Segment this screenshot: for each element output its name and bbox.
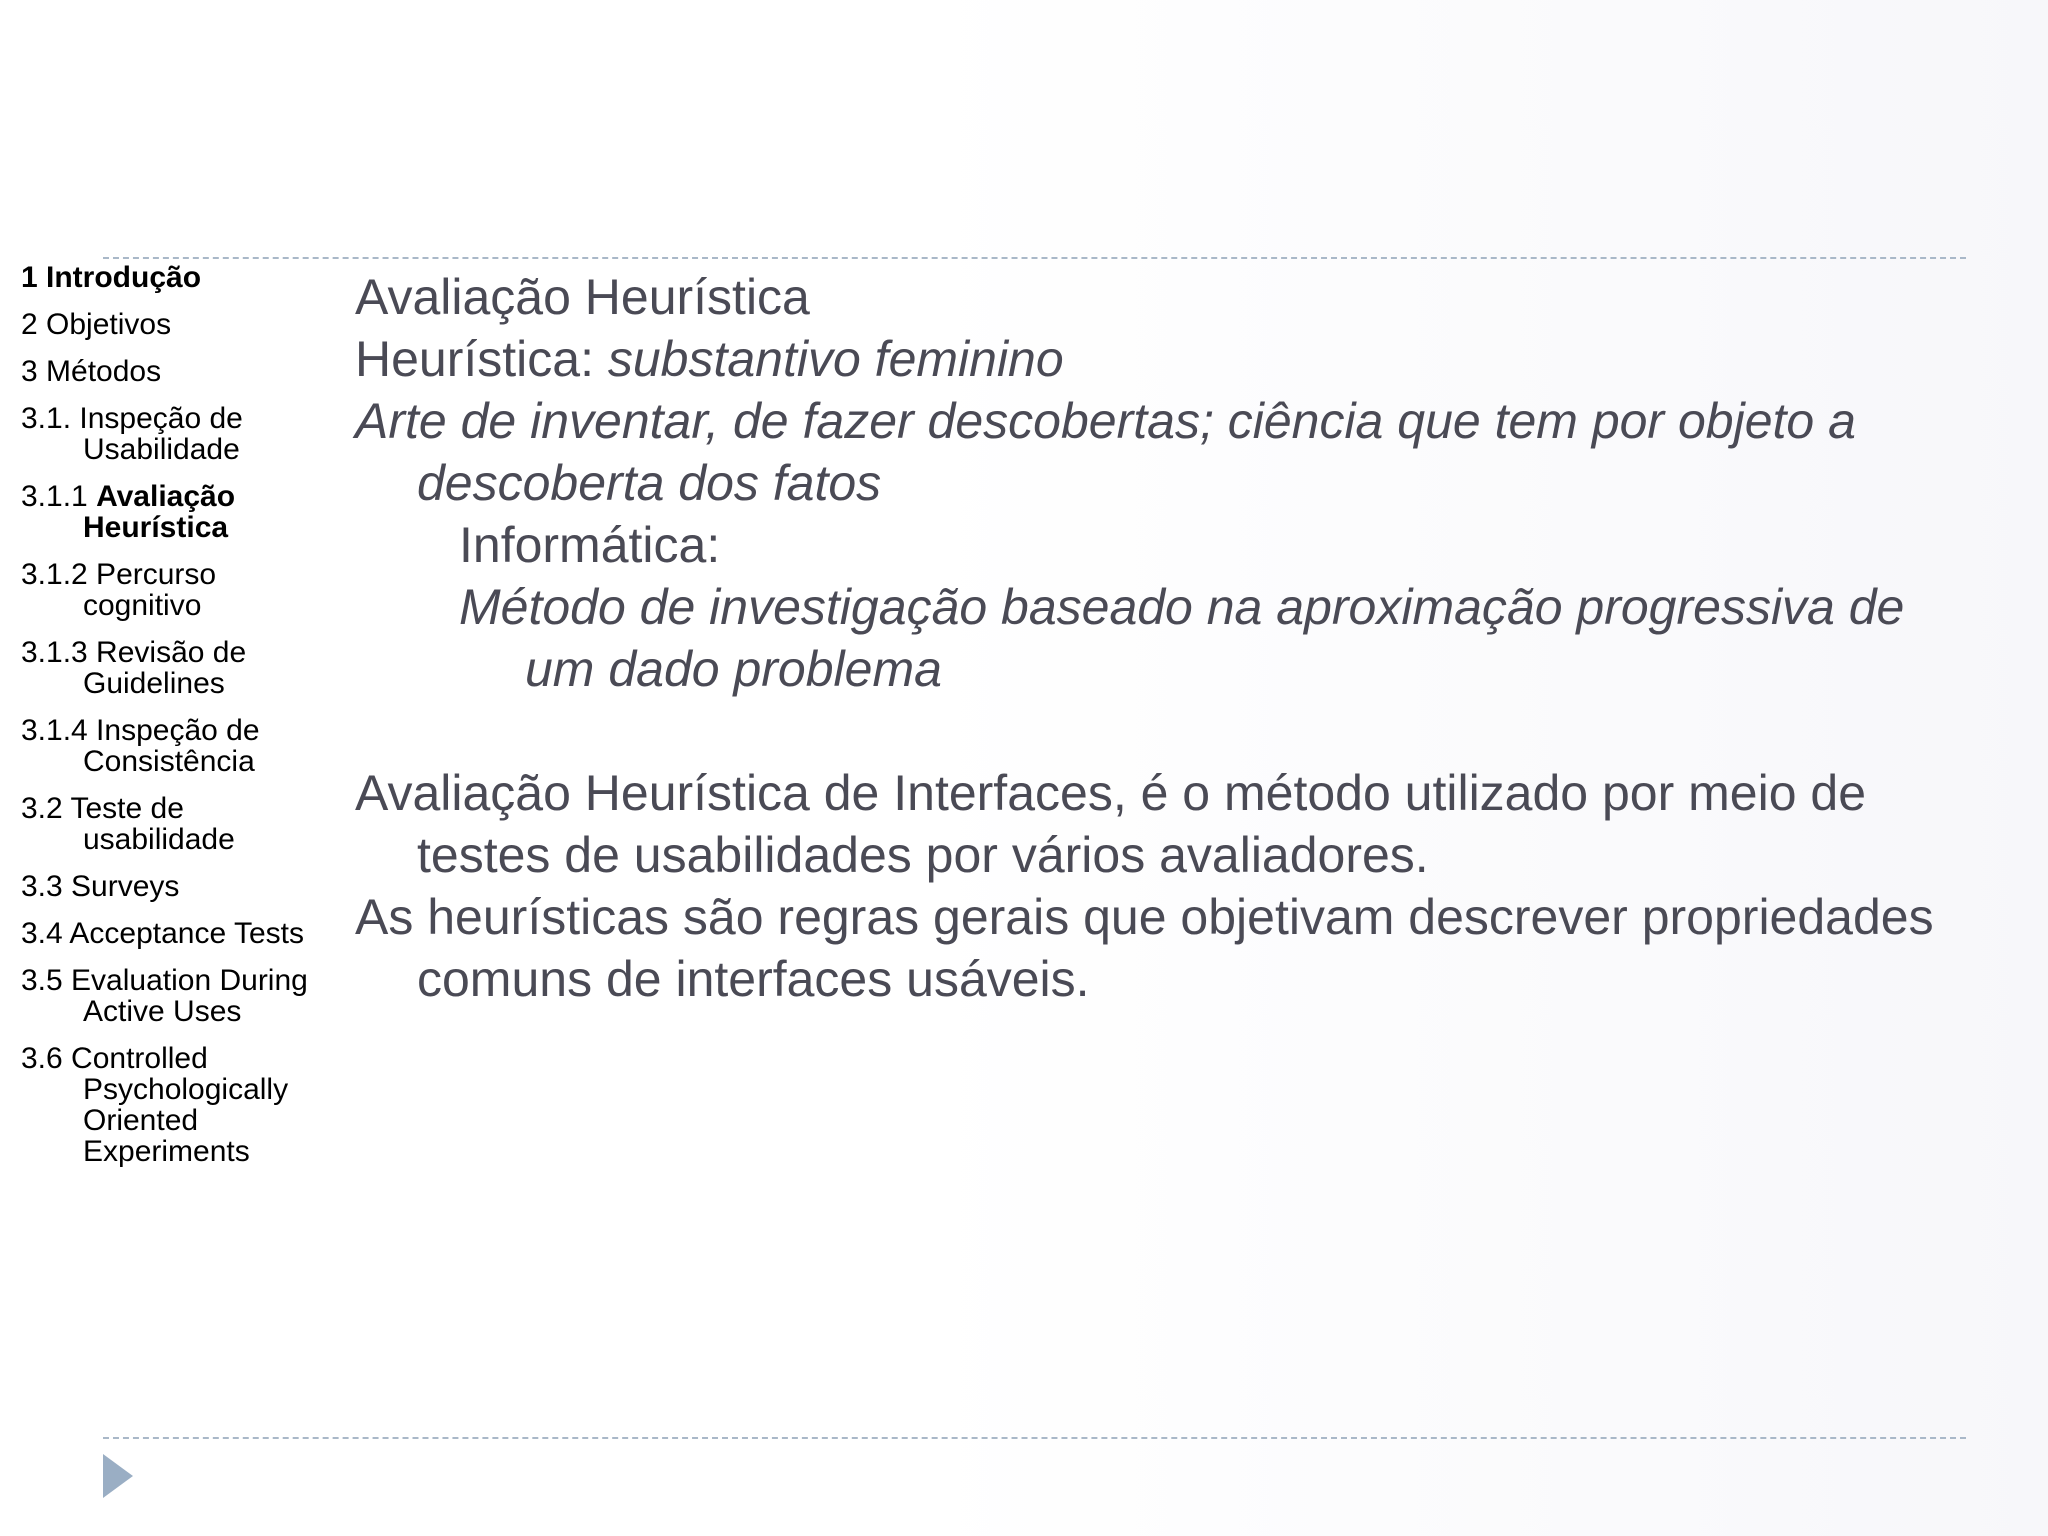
outline-item-avaliacao-heuristica[interactable]	[21, 481, 311, 543]
play-triangle-icon[interactable]	[103, 1454, 133, 1498]
paragraph-heuristics: As heurísticas são regras gerais que objetivam descrever propriedades comuns de interfaces usáveis.	[355, 889, 1934, 1007]
outline-item-inspecao-usabilidade[interactable]	[21, 403, 311, 465]
outline-item-label: 2 Objetivos	[21, 308, 172, 341]
definition-lead: Heurística:	[355, 331, 608, 387]
top-dashed-divider	[103, 257, 1966, 259]
outline-item-label: 1 Introdução	[21, 261, 202, 294]
outline-item-objetivos[interactable]	[21, 309, 311, 340]
outline-item-label: 3.4 Acceptance Tests	[21, 917, 304, 950]
outline-sidebar	[21, 262, 311, 1183]
outline-item-label: 3.5 Evaluation During Active Uses	[21, 964, 308, 1028]
outline-item-teste-usabilidade[interactable]	[21, 793, 311, 855]
outline-item-surveys[interactable]	[21, 871, 311, 902]
outline-item-number: 3.1.1	[21, 480, 97, 513]
informatics-label: Informática:	[459, 517, 721, 573]
outline-item-label: Avaliação Heurística	[83, 480, 236, 544]
slide-title: Avaliação Heurística	[355, 269, 810, 325]
outline-item-inspecao-consistencia[interactable]	[21, 715, 311, 777]
spacer	[355, 700, 1975, 762]
outline-item-label: 3.1. Inspeção de Usabilidade	[21, 402, 243, 466]
outline-item-acceptance-tests[interactable]	[21, 918, 311, 949]
outline-item-label: 3.1.2 Percurso cognitivo	[21, 558, 217, 622]
paragraph-interfaces: Avaliação Heurística de Interfaces, é o método utilizado por meio de testes de usabilidades por vários avaliadores.	[355, 765, 1867, 883]
definition-text: Arte de inventar, de fazer descobertas; ciência que tem por objeto a descoberta dos fatos	[355, 393, 1856, 511]
outline-item-controlled-experiments[interactable]	[21, 1043, 311, 1167]
outline-item-introducao[interactable]	[21, 262, 311, 293]
definition-heading	[355, 328, 1975, 390]
outline-item-evaluation-active-uses[interactable]	[21, 965, 311, 1027]
informatics-text: Método de investigação baseado na aproximação progressiva de um dado problema	[459, 579, 1905, 697]
outline-item-percurso-cognitivo[interactable]	[21, 559, 311, 621]
outline-item-label: 3.6 Controlled Psychologically Oriented Experiments	[21, 1042, 289, 1168]
outline-item-revisao-guidelines[interactable]	[21, 637, 311, 699]
outline-item-label: 3.1.4 Inspeção de Consistência	[21, 714, 260, 778]
outline-item-label: 3.3 Surveys	[21, 870, 180, 903]
outline-item-metodos[interactable]	[21, 356, 311, 387]
definition-class: substantivo feminino	[607, 331, 1064, 387]
bottom-dashed-divider	[103, 1437, 1966, 1439]
outline-item-label: 3.2 Teste de usabilidade	[21, 792, 235, 856]
outline-item-label: 3 Métodos	[21, 355, 162, 388]
outline-item-label: 3.1.3 Revisão de Guidelines	[21, 636, 247, 700]
slide-content	[355, 266, 1975, 1010]
